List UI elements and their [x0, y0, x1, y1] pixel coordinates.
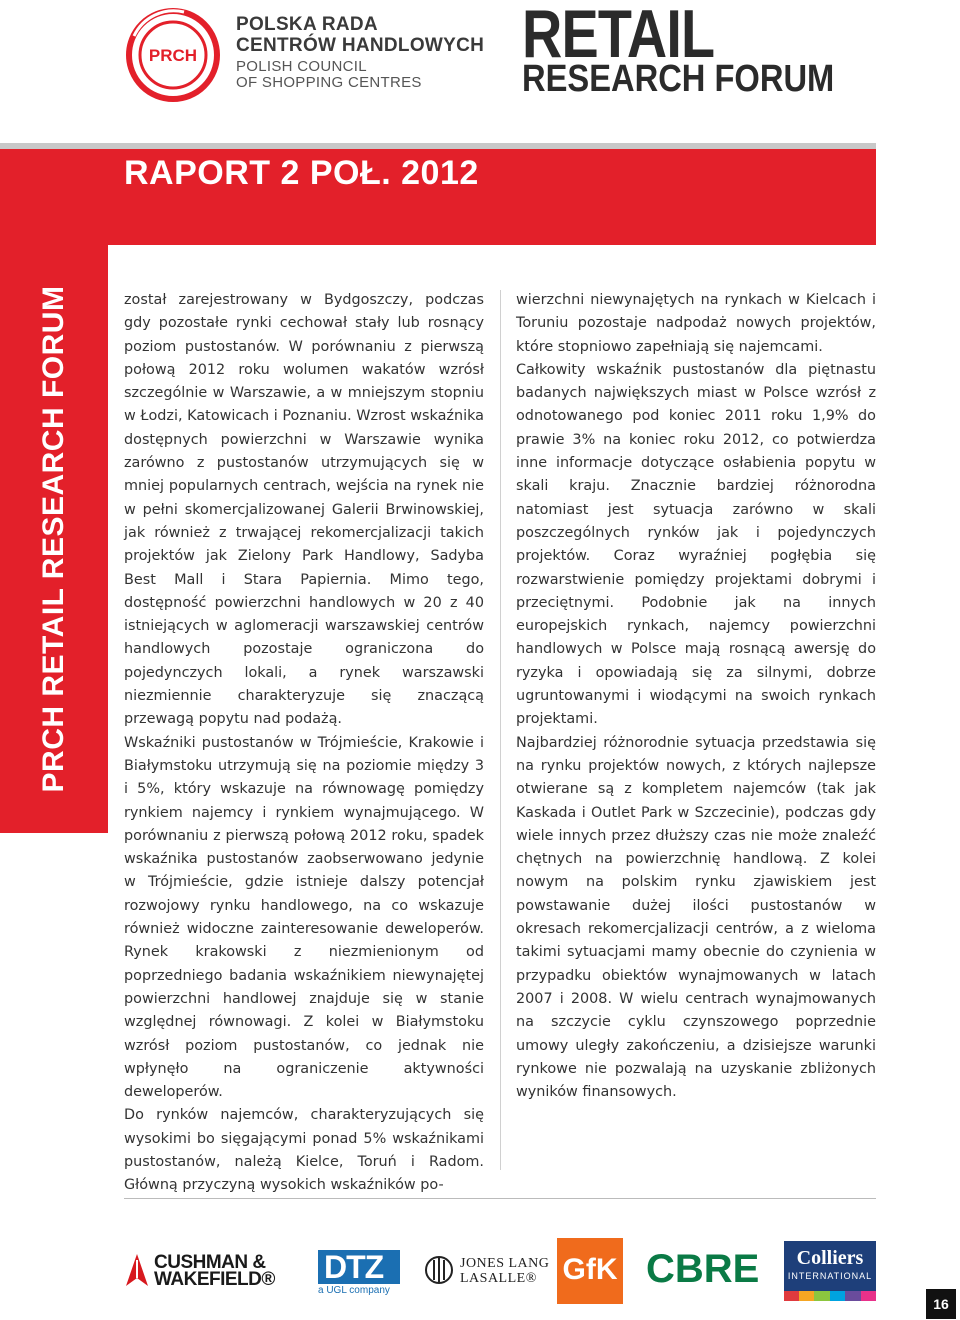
paragraph: Najbardziej różnorodnie sytuacja przedstawia się na rynku projektów nowych, z których najlepsze otwierane są z kompletem najemców (tak jak Kaskada i Outlet Park w Szczecinie), podczas gdy wiele innych przez dłuższy czas nie może znaleźć chętnych na powierzchnię handlową. Z kolei nowym na polskim rynku zjawiskiem jest powstawanie dużej ilości pustostanów w okresach rekomercjalizacji centrów, a z wieloma takimi sytuacjami mamy obecnie do czynienia w przypadku obiektów wynajmowanych w latach 2007 i 2008. W wielu centrach wynajmowanych na szczycie cyklu czynszowego poprzednie umowy uległy zakończeniu, a dzisiejsze warunki rynkowe nie pozwalają na uzyskanie zbliżonych wyników finansowych. — [516, 734, 876, 1101]
report-title: RAPORT 2 POŁ. 2012 — [124, 154, 479, 192]
right-column — [516, 289, 876, 1104]
dtz-tagline: a UGL company — [318, 1285, 390, 1296]
column-divider — [500, 290, 501, 1170]
colliers-color-bar — [784, 1291, 876, 1301]
colliers-tagline: INTERNATIONAL — [787, 1271, 873, 1281]
paragraph: Do rynków najemców, charakteryzujących się wysokimi bo sięgającymi ponad 5% wskaźnikami pustostanów, należą Kielce, Toruń i Radom. Główną przyczyną wysokich wskaźników po- — [124, 1107, 484, 1194]
cushman-wakefield-logo — [154, 1254, 275, 1288]
org-name-line2: CENTRÓW HANDLOWYCH — [236, 35, 485, 56]
cbre-logo: CBRE — [646, 1247, 760, 1291]
paragraph: został zarejestrowany w Bydgoszczy, podczas gdy pozostałe rynki cechował stały lub rosnący poziom pustostanów. W porównaniu z pierwszą połową 2012 roku wolumen wakatów wzrósł szczególnie w Warszawie, a w mniejszym stopniu w Łodzi, Katowicach i Poznaniu. Wzrost wskaźnika dostępnych powierzchni w Warszawie wynika zarówno z pustostanów utrzymujących się w mniej popularnych centrach, wejścia na rynek nie w pełni skomercjalizowanej Galerii Brwinowskiej, jak również z trwającej rekomercjalizacji takich projektów jak Zielony Park Handlowy, Sadyba Best Mall i Stara Papiernia. Mimo tego, dostępność powierzchni handlowych w 20 z 40 istniejących w aglomeracji warszawskiej centrów handlowych pozostaje ograniczona do pojedynczych lokali, a rynek warszawski niezmiennie charakteryzuje się znaczącą przewagą popytu nad podażą. — [124, 292, 484, 728]
org-name-en-line2: OF SHOPPING CENTRES — [236, 74, 422, 91]
band-shadow — [0, 143, 876, 149]
jll-line1: JONES LANG — [460, 1256, 550, 1271]
side-title-container — [0, 245, 108, 833]
colliers-wordmark: Colliers — [796, 1247, 864, 1269]
paragraph: wierzchni niewynajętych na rynkach w Kielcach i Toruniu pozostaje nadpodaż nowych projektów, które stopniowo zapełniają się najemcami. — [516, 292, 876, 355]
page-number: 16 — [926, 1289, 956, 1319]
gfk-wordmark: GfK — [562, 1253, 618, 1286]
org-name-en-line1: POLISH COUNCIL — [236, 58, 367, 75]
prch-logo-text: PRCH — [148, 46, 198, 65]
prch-logo — [124, 6, 222, 104]
retail-title: RETAIL — [522, 0, 715, 72]
jll-line2: LASALLE® — [460, 1271, 537, 1286]
research-forum-title: RESEARCH FORUM — [522, 58, 835, 100]
footer-rule — [124, 1198, 876, 1199]
cushman-line2: WAKEFIELD® — [154, 1269, 275, 1290]
paragraph: Całkowity wskaźnik pustostanów dla piętnastu badanych największych miast w Polsce wzrósł z odnotowanego pod koniec 2011 roku 1,9% do prawie 3% na koniec roku 2012, co potwierdza inne informacje dotyczące osłabienia popytu w skali kraju. Znacznie bardziej różnorodna natomiast jest sytuacja zarówno w skali poszczególnych rynków jak i pojedynczych projektów. Coraz wyraźniej pogłębia się rozwarstwienie pomiędzy projektami dobrymi i przeciętnymi. Podobnie jak na innych europejskich rynkach, najemcy powierzchni handlowych w Polsce mają rosnącą awersję do ryzyka i opowiadają się za silnymi, dobrze ugruntowanymi i wiodącymi na swoich rynkach projektami. — [516, 361, 876, 728]
dtz-logo — [318, 1250, 400, 1294]
left-column — [124, 289, 484, 1198]
cushman-line1: CUSHMAN & — [154, 1252, 266, 1273]
dtz-wordmark: DTZ — [318, 1250, 400, 1284]
org-name-line1: POLSKA RADA — [236, 14, 378, 35]
jll-logo — [460, 1256, 549, 1286]
cushman-wakefield-icon — [124, 1252, 150, 1288]
jll-icon — [424, 1255, 454, 1285]
paragraph: Wskaźniki pustostanów w Trójmieście, Krakowie i Białymstoku utrzymują się na poziomie między 3 i 5%, który wskazuje na równowagę pomiędzy rynkiem najemcy i rynkiem wynajmującego. W porównaniu z pierwszą połową 2012 roku, spadek wskaźnika pustostanów zaobserwowano jedynie w Trójmieście, gdzie istnieje dalszy potencjał rozwojowy rynku handlowego, na co wskazuje również widoczne zainteresowanie deweloperów. Rynek krakowski z niezmienionym od poprzedniego badania wskaźnikiem niewynajętej powierzchni handlowej znajduje się w stanie względnej równowagi. Z kolei w Białymstoku wzrósł poziom pustostanów, co jednak nie wpłynęło na ograniczenie aktywności deweloperów. — [124, 734, 484, 1101]
side-title: PRCH RETAIL RESEARCH FORUM — [37, 285, 70, 793]
